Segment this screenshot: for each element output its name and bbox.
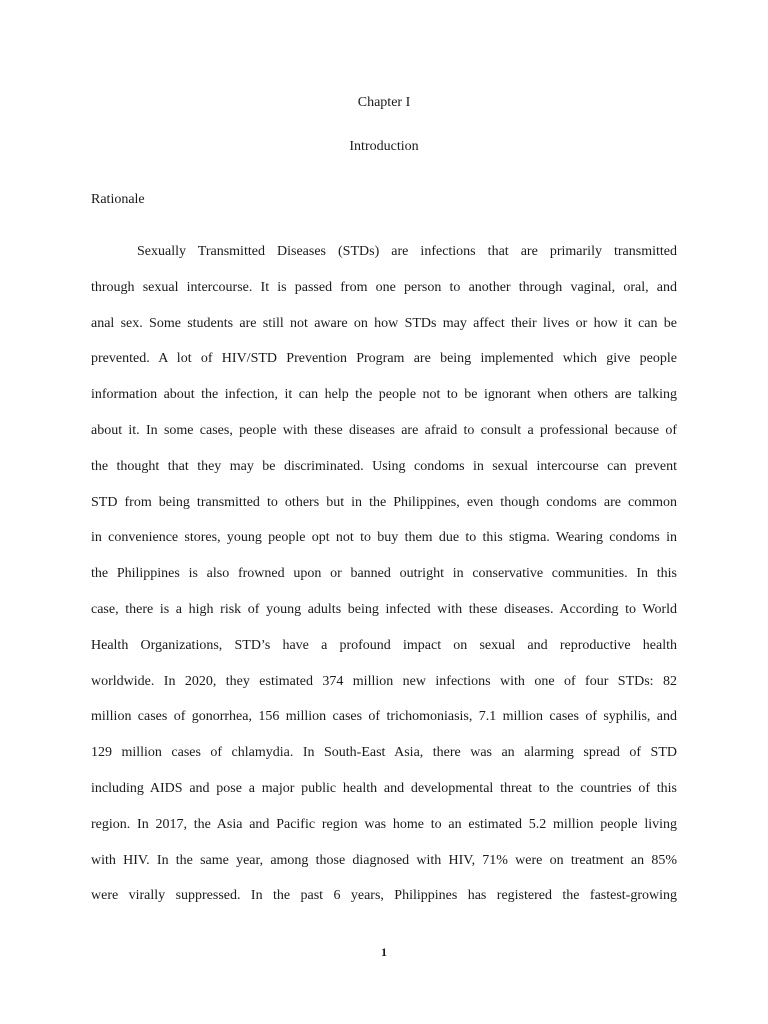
page-number: 1 — [381, 945, 387, 959]
paragraph-line: anal sex. Some students are still not aware on how STDs may affect their lives or how it can be — [91, 315, 677, 331]
paragraph-line: information about the infection, it can help the people not to be ignorant when others are talking — [91, 387, 677, 403]
paragraph-line: case, there is a high risk of young adults being infected with these diseases. According to World — [91, 601, 677, 617]
paragraph-line: the thought that they may be discriminated. Using condoms in sexual intercourse can prevent — [91, 458, 677, 474]
paragraph-line: Sexually Transmitted Diseases (STDs) are infections that are primarily transmitted — [137, 244, 677, 259]
paragraph-line: with HIV. In the same year, among those diagnosed with HIV, 71% were on treatment an 85% — [91, 852, 677, 868]
section-heading: Rationale — [91, 192, 145, 207]
paragraph-line: including AIDS and pose a major public health and developmental threat to the countries of this — [91, 780, 677, 796]
paragraph-line: region. In 2017, the Asia and Pacific region was home to an estimated 5.2 million people living — [91, 816, 677, 832]
paragraph-line: through sexual intercourse. It is passed from one person to another through vaginal, oral, and — [91, 279, 677, 295]
body-paragraph — [91, 234, 677, 914]
paragraph-line: in convenience stores, young people opt not to buy them due to this stigma. Wearing condoms in — [91, 530, 677, 546]
chapter-title: Introduction — [349, 139, 419, 154]
paragraph-line: prevented. A lot of HIV/STD Prevention Program are being implemented which give people — [91, 351, 677, 367]
paragraph-line: Health Organizations, STD’s have a profound impact on sexual and reproductive health — [91, 637, 677, 653]
paragraph-line: 129 million cases of chlamydia. In South-East Asia, there was an alarming spread of STD — [91, 745, 677, 761]
chapter-heading: Chapter I — [357, 95, 411, 110]
paragraph-line: were virally suppressed. In the past 6 years, Philippines has registered the fastest-growing — [91, 888, 677, 904]
paragraph-line: million cases of gonorrhea, 156 million cases of trichomoniasis, 7.1 million cases of syphilis, and — [91, 709, 677, 725]
paragraph-line: about it. In some cases, people with these diseases are afraid to consult a professional because of — [91, 422, 677, 438]
paragraph-line: the Philippines is also frowned upon or banned outright in conservative communities. In this — [91, 566, 677, 582]
paragraph-line: STD from being transmitted to others but in the Philippines, even though condoms are common — [91, 494, 677, 510]
paragraph-line: worldwide. In 2020, they estimated 374 million new infections with one of four STDs: 82 — [91, 673, 677, 689]
